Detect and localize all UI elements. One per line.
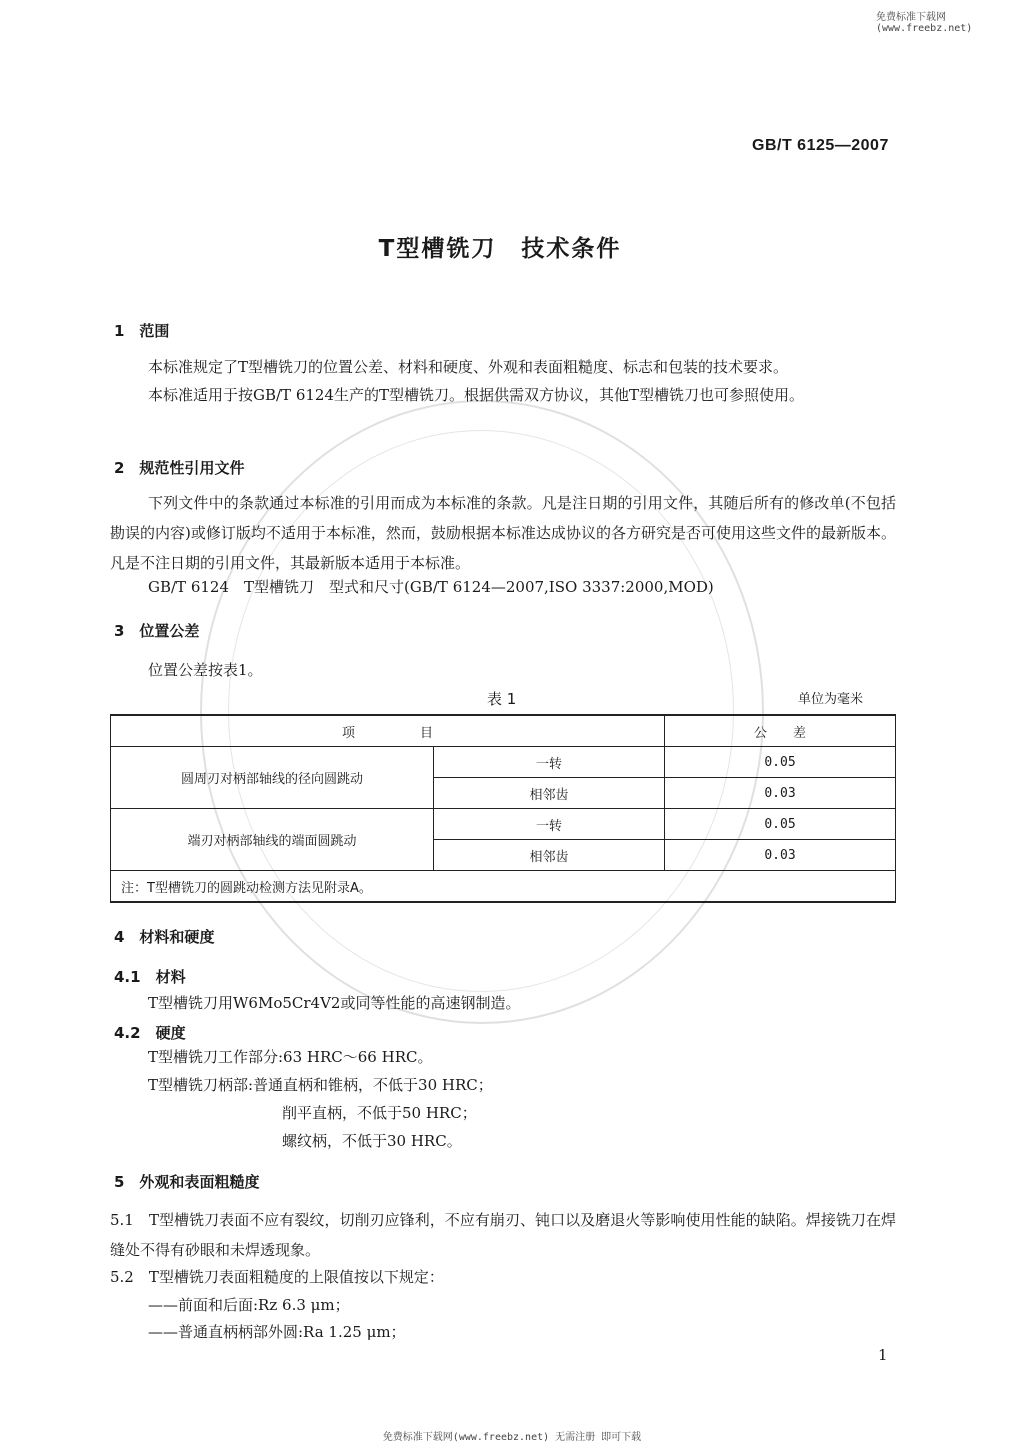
section-2-para-1: 下列文件中的条款通过本标准的引用而成为本标准的条款。凡是注日期的引用文件，其随后所有的修改单(不包括勘误的内容)或修订版均不适用于本标准，然而，鼓励根据本标准达成协议的各方研究是否可使用这些文件的最新版本。凡是不注日期的引用文件，其最新版本适用于本标准。: [110, 494, 896, 572]
table-cell-sub: 相邻齿: [434, 840, 665, 871]
normative-reference: GB/T 6124 T型槽铣刀 型式和尺寸(GB/T 6124—2007,ISO 3337:2000,MOD): [148, 578, 714, 596]
section-4-2-heading: 4.2 硬度: [114, 1024, 186, 1042]
table-cell-value: 0.05: [665, 809, 896, 840]
table-caption: 表 1: [487, 690, 517, 708]
section-4-heading: 4 材料和硬度: [114, 928, 215, 946]
section-4-1-heading: 4.1 材料: [114, 968, 186, 986]
table-cell-sub: 相邻齿: [434, 778, 665, 809]
section-5-2-text: 5.2 T型槽铣刀表面粗糙度的上限值按以下规定：: [110, 1268, 444, 1286]
standard-number: GB/T 6125—2007: [752, 137, 889, 154]
table-header-tolerance: 公 差: [665, 715, 896, 747]
document-title: T型槽铣刀 技术条件: [378, 236, 622, 262]
hardness-working-part: T型槽铣刀工作部分:63 HRC～66 HRC。: [148, 1048, 433, 1066]
hardness-shank-straight: T型槽铣刀柄部:普通直柄和锥柄，不低于30 HRC；: [148, 1076, 493, 1094]
hardness-shank-flatted: 削平直柄，不低于50 HRC；: [282, 1104, 477, 1122]
section-1-para-2: 本标准适用于按GB/T 6124生产的T型槽铣刀。根据供需双方协议，其他T型槽铣刀也可参照使用。: [148, 386, 805, 404]
table-cell-value: 0.03: [665, 778, 896, 809]
table-row: [111, 809, 896, 840]
section-2-heading: 2 规范性引用文件: [114, 459, 245, 477]
header-site-note: 免费标准下载网(www.freebz.net): [876, 12, 973, 34]
section-4-1-text: T型槽铣刀用W6Mo5Cr4V2或同等性能的高速钢制造。: [148, 994, 521, 1012]
table-cell-group: 圆周刃对柄部轴线的径向圆跳动: [111, 747, 434, 809]
table-header-row: [111, 715, 896, 747]
section-1-heading: 1 范围: [114, 322, 170, 340]
section-3-heading: 3 位置公差: [114, 622, 200, 640]
table-cell-value: 0.03: [665, 840, 896, 871]
section-5-heading: 5 外观和表面粗糙度: [114, 1173, 260, 1191]
table-row: [111, 747, 896, 778]
page-number: 1: [878, 1346, 888, 1364]
section-3-para-1: 位置公差按表1。: [148, 661, 263, 679]
roughness-item-1: ——前面和后面:Rz 6.3 μm；: [148, 1296, 350, 1314]
footer-site-note: 免费标准下载网(www.freebz.net) 无需注册 即可下载: [382, 1432, 642, 1443]
section-1-para-1: 本标准规定了T型槽铣刀的位置公差、材料和硬度、外观和表面粗糙度、标志和包装的技术要求。: [148, 358, 789, 376]
table-note-row: [111, 871, 896, 903]
hardness-shank-threaded: 螺纹柄，不低于30 HRC。: [282, 1132, 462, 1150]
table-unit: 单位为毫米: [798, 692, 864, 707]
table-cell-sub: 一转: [434, 747, 665, 778]
roughness-item-2: ——普通直柄柄部外圆:Ra 1.25 μm；: [148, 1323, 406, 1341]
table-cell-group: 端刃对柄部轴线的端面圆跳动: [111, 809, 434, 871]
table-cell-sub: 一转: [434, 809, 665, 840]
section-5-1-text: 5.1 T型槽铣刀表面不应有裂纹，切削刃应锋利，不应有崩刃、钝口以及磨退火等影响使用性能的缺陷。焊接铣刀在焊缝处不得有砂眼和未焊透现象。: [110, 1211, 896, 1259]
table-note: 注：T型槽铣刀的圆跳动检测方法见附录A。: [111, 871, 896, 903]
table-header-item: 项 目: [111, 715, 665, 747]
tolerance-table: [110, 714, 896, 903]
table-cell-value: 0.05: [665, 747, 896, 778]
